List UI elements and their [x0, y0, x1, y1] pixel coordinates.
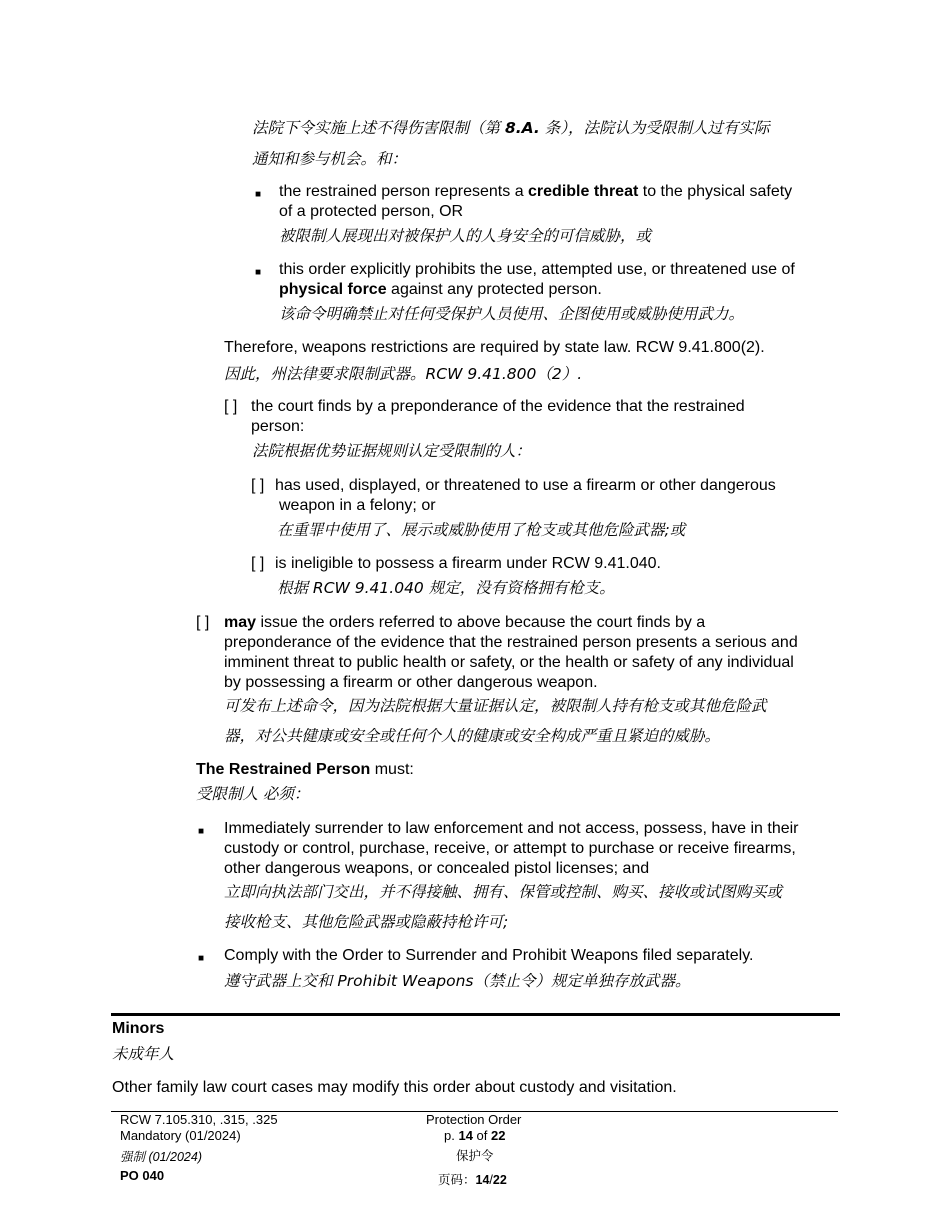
- footer-mandatory: Mandatory (01/2024): [120, 1128, 241, 1143]
- bullet-icon: ■: [198, 826, 205, 837]
- footer-mandatory-zh: 强制 (01/2024): [120, 1150, 202, 1164]
- intro-zh-line1: 法院下令实施上述不得伤害限制（第 8.A. 条），法院认为受限制人过有实际: [252, 119, 770, 137]
- therefore-zh: 因此，州法律要求限制武器。RCW 9.41.800（2）.: [224, 365, 583, 383]
- minors-title: Minors: [112, 1020, 165, 1037]
- footer-form-id: PO 040: [120, 1168, 165, 1183]
- restrained-zh: 受限制人 必须：: [196, 785, 310, 803]
- section-divider: [111, 1013, 840, 1016]
- footer-page-zh: 页码：14/22: [438, 1173, 507, 1187]
- court-finds-zh: 法院根据优势证据规则认定受限制的人：: [252, 442, 532, 460]
- ineligible-zh: 根据 RCW 9.41.040 规定，没有资格拥有枪支。: [277, 579, 615, 597]
- felony-checkbox[interactable]: [ ]: [251, 477, 265, 494]
- footer-title-zh: 保护令: [456, 1149, 494, 1163]
- surrender-zh-line1: 立即向执法部门交出，并不得接触、拥有、保管或控制、购买、接收或试图购买或: [224, 883, 783, 901]
- intro-zh-line2: 通知和参与机会。和：: [252, 150, 408, 168]
- surrender-en: Immediately surrender to law enforcement and not access, possess, have in their custody or control, purchase, receive, or attempt to purchase or receive firearms, other dangerous weapons, or concealed pistol licenses; and: [224, 820, 799, 877]
- bullet-a1-en: the restrained person represents a credible threat to the physical safety of a protected person, OR: [279, 183, 793, 220]
- surrender-zh-line2: 接收枪支、其他危险武器或隐蔽持枪许可;: [224, 913, 509, 931]
- bullet-icon: ■: [255, 267, 262, 278]
- bullet-a2-zh: 该命令明确禁止对任何受保护人员使用、企图使用或威胁使用武力。: [279, 305, 745, 323]
- court-finds-checkbox[interactable]: [ ]: [224, 398, 238, 415]
- restrained-heading: The Restrained Person must:: [196, 761, 414, 778]
- footer-title: Protection Order: [426, 1112, 522, 1127]
- bullet-a2-en: this order explicitly prohibits the use, attempted use, or threatened use of physical force against any protected person.: [279, 261, 795, 298]
- minors-zh: 未成年人: [112, 1045, 175, 1063]
- may-issue-zh-line2: 器，对公共健康或安全或任何个人的健康或安全构成严重且紧迫的威胁。: [224, 727, 721, 745]
- footer-rcw: RCW 7.105.310, .315, .325: [120, 1112, 278, 1127]
- court-finds-en: the court finds by a preponderance of the evidence that the restrained person:: [251, 398, 745, 435]
- may-issue-zh-line1: 可发布上述命令，因为法院根据大量证据认定，被限制人持有枪支或其他危险武: [224, 697, 767, 715]
- comply-zh: 遵守武器上交和 Prohibit Weapons（禁止令）规定单独存放武器。: [224, 972, 691, 990]
- bullet-a1-zh: 被限制人展现出对被保护人的人身安全的可信威胁，或: [279, 227, 652, 245]
- footer-page: p. 14 of 22: [444, 1128, 506, 1143]
- minors-text: Other family law court cases may modify this order about custody and visitation.: [112, 1079, 677, 1096]
- comply-en: Comply with the Order to Surrender and Prohibit Weapons filed separately.: [224, 947, 754, 964]
- ineligible-checkbox[interactable]: [ ]: [251, 555, 265, 572]
- bullet-icon: ■: [198, 953, 205, 964]
- may-issue-checkbox[interactable]: [ ]: [196, 614, 210, 631]
- bullet-icon: ■: [255, 189, 262, 200]
- may-issue-en: may issue the orders referred to above because the court finds by a preponderance of the evidence that the restrained person presents a serious and imminent threat to public health or safety, or the health or safety of any individual by possessing a firearm or other dangerous weapon.: [224, 614, 798, 691]
- felony-en: has used, displayed, or threatened to use a firearm or other dangerous weapon in a felony; or: [275, 477, 776, 514]
- ineligible-en: is ineligible to possess a firearm under RCW 9.41.040.: [275, 555, 661, 572]
- therefore-en: Therefore, weapons restrictions are required by state law. RCW 9.41.800(2).: [224, 339, 765, 356]
- felony-zh: 在重罪中使用了、展示或威胁使用了枪支或其他危险武器;或: [277, 521, 686, 539]
